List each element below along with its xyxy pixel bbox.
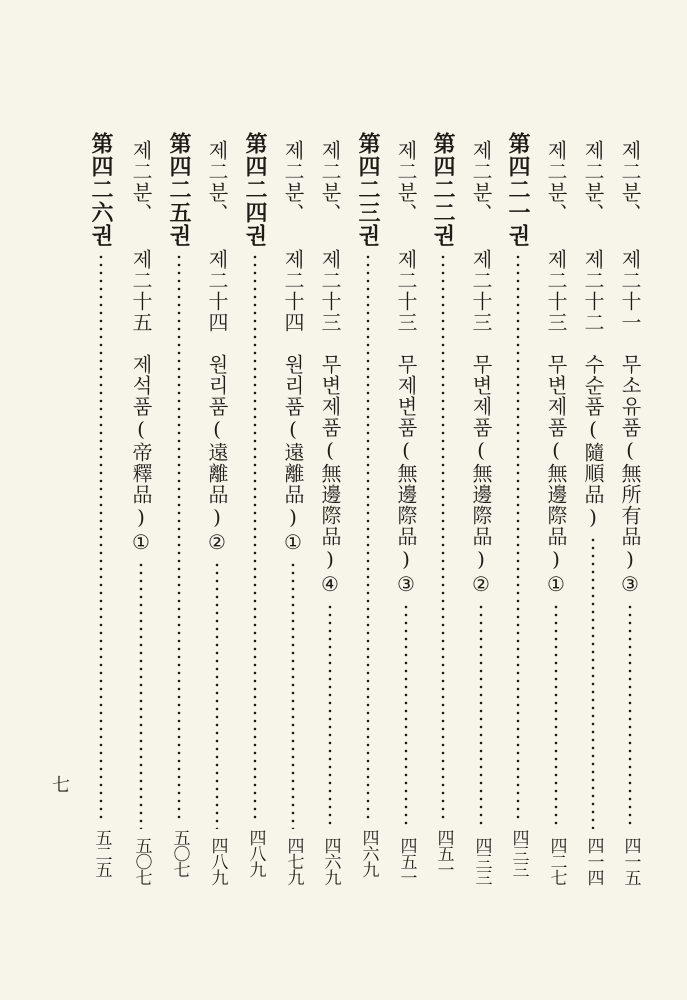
page-folio-number: 七 xyxy=(49,775,70,793)
dot-leader xyxy=(291,561,295,829)
entry-page-number: 四六九 xyxy=(320,837,341,885)
entry-page-number: 四三三 xyxy=(508,829,529,877)
toc-entry-5 xyxy=(463,140,499,885)
entry-page-number: 四五一 xyxy=(433,829,454,877)
toc-volume-heading xyxy=(500,132,536,877)
volume-title: 第四二二권 xyxy=(430,132,456,247)
dot-leader xyxy=(328,603,332,829)
dot-leader xyxy=(215,561,219,829)
toc-entry-1 xyxy=(612,140,648,885)
entry-page-number: 四二七 xyxy=(546,837,567,885)
entry-title: 제二분、 제二十二 수순품(隨順品) xyxy=(581,140,605,530)
entry-title: 제二분、 제二十四 원리품(遠離品)① xyxy=(281,140,305,555)
volume-title: 第四二三권 xyxy=(355,132,381,247)
toc-entry-7 xyxy=(388,140,424,885)
volume-title: 第四二六권 xyxy=(88,132,114,247)
entry-title: 제二분、 제二十四 원리품(遠離品)② xyxy=(205,140,229,555)
toc-volume-heading xyxy=(83,132,119,877)
toc-entry-3 xyxy=(538,140,574,885)
toc-volume-heading xyxy=(425,132,461,877)
entry-page-number: 五二五 xyxy=(91,829,112,877)
entry-title: 제二분、 제二十三 무변제품(無邊際品)④ xyxy=(318,140,342,597)
toc-entry-14 xyxy=(123,140,159,885)
entry-page-number: 四三三 xyxy=(471,837,492,885)
toc-entry-9 xyxy=(312,140,348,885)
toc-volume-heading xyxy=(237,132,273,877)
dot-leader xyxy=(628,603,632,829)
dot-leader xyxy=(554,603,558,829)
volume-title: 第四二五권 xyxy=(166,132,192,247)
entry-title: 제二분、 제二十一 무소유품(無所有品)③ xyxy=(618,140,642,597)
dot-leader xyxy=(591,536,595,829)
entry-page-number: 四六九 xyxy=(358,829,379,877)
dot-leader xyxy=(99,253,103,821)
entry-page-number: 五〇七 xyxy=(169,829,190,877)
entry-page-number: 五〇七 xyxy=(131,837,152,885)
volume-title: 第四二一권 xyxy=(505,132,531,247)
entry-page-number: 四一五 xyxy=(620,837,641,885)
entry-title: 제二분、 제二十三 무변제품(無邊際品)① xyxy=(544,140,568,597)
entry-page-number: 四七九 xyxy=(283,837,304,885)
toc-entry-10 xyxy=(275,140,311,885)
toc-volume-heading xyxy=(350,132,386,877)
dot-leader xyxy=(516,253,520,821)
dot-leader xyxy=(479,603,483,829)
entry-page-number: 四八九 xyxy=(207,837,228,885)
toc-entry-2 xyxy=(575,140,611,885)
entry-page-number: 四五一 xyxy=(396,837,417,885)
toc-volume-heading xyxy=(161,132,197,877)
dot-leader xyxy=(139,561,143,829)
dot-leader xyxy=(404,603,408,829)
entry-page-number: 四八九 xyxy=(245,829,266,877)
volume-title: 第四二四권 xyxy=(242,132,268,247)
toc-entry-12 xyxy=(199,140,235,885)
entry-title: 제二분、 제二十五 제석품(帝釋品)① xyxy=(129,140,153,555)
entry-title: 제二분、 제二十三 무변제품(無邊際品)② xyxy=(469,140,493,597)
dot-leader xyxy=(253,253,257,821)
entry-page-number: 四一四 xyxy=(583,837,604,885)
dot-leader xyxy=(177,253,181,821)
dot-leader xyxy=(441,253,445,821)
dot-leader xyxy=(366,253,370,821)
entry-title: 제二분、 제二十三 무제변품(無邊際品)③ xyxy=(394,140,418,597)
